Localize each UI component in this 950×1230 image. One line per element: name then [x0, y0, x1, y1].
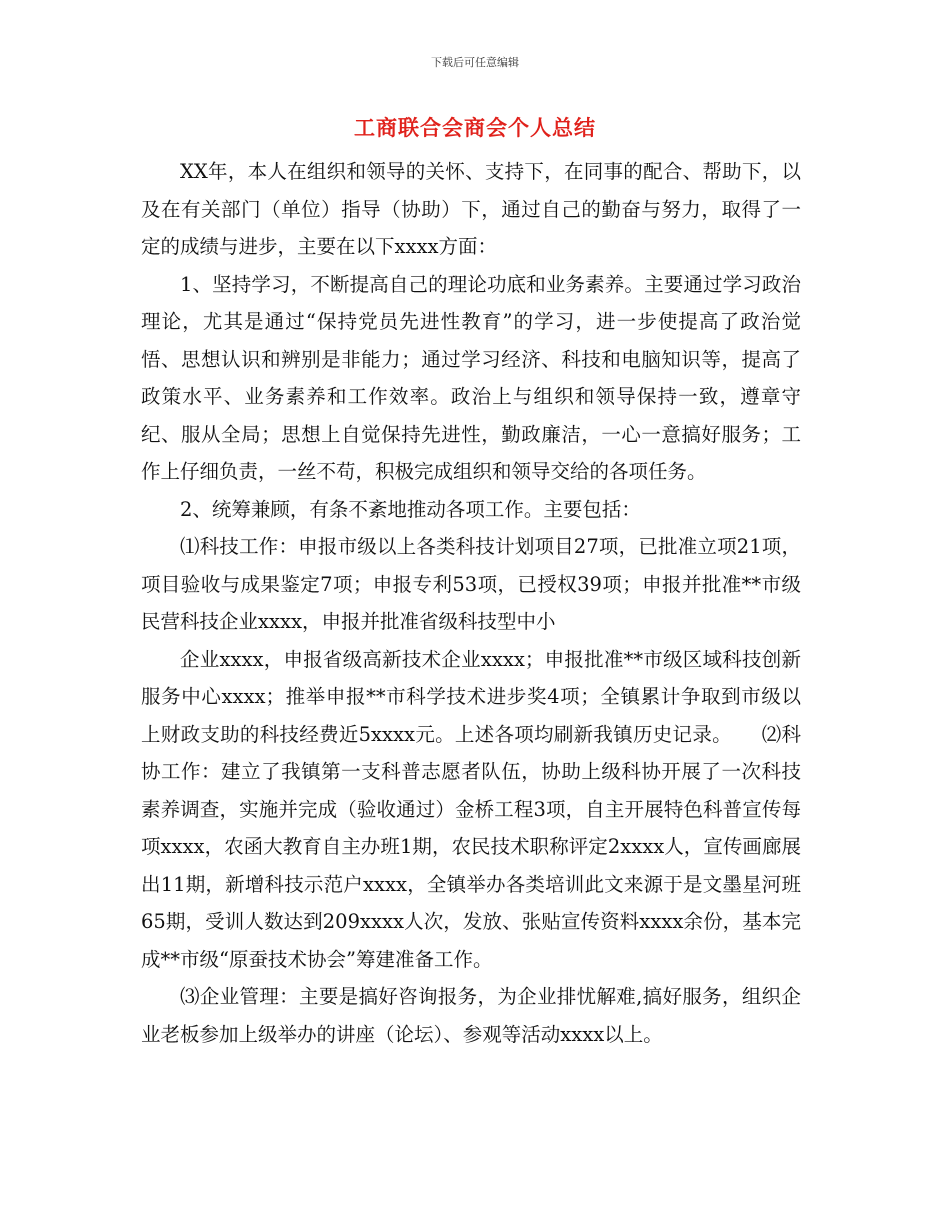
paragraph-coordination: 2、统筹兼顾，有条不紊地推动各项工作。主要包括： — [180, 497, 641, 521]
paragraph-enterprise-management: ⑶企业管理：主要是搞好咨询报务，为企业排忧解难,搞好服务，组织企业老板参加上级举办的讲座（论坛）、参观等活动xxxx以上。 — [141, 985, 801, 1046]
paragraph-intro: XX年，本人在组织和领导的关怀、支持下，在同事的配合、帮助下，以及在有关部门（单位）指导（协助）下，通过自己的勤奋与努力，取得了一定的成绩与进步，主要在以下xxxx方面： — [141, 160, 801, 258]
header-note: 下载后可任意编辑 — [431, 56, 519, 69]
paragraph-tech-continued: 企业xxxx，申报省级高新技术企业xxxx；申报批准**市级区域科技创新服务中心xxxx；推举申报**市科学技术进步奖4项；全镇累计争取到市级以上财政支助的科技经费近5xxxx元。上述各项均刷新我镇历史记录。 ⑵科协工作：建立了我镇第一支科普志愿者队伍，协助上级科协开展了一次科技素养调查，实施并完成（验收通过）金桥工程3项，自主开展特色科普宣传每项xxxx，农函大教育自主办班1期，农民技术职称评定2xxxx人，宣传画廊展出11期，新增科技示范户xxxx，全镇举办各类培训此文来源于是文墨星河班65期，受训人数达到209xxxx人次，发放、张贴宣传资料xxxx余份，基本完成**市级“原蚕技术协会”筹建准备工作。 — [141, 647, 801, 971]
paragraph-tech-work: ⑴科技工作：申报市级以上各类科技计划项目27项，已批准立项21项，项目验收与成果鉴定7项；申报专利53项，已授权39项；申报并批准**市级民营科技企业xxxx，申报并批准省级科技型中小 — [141, 535, 801, 633]
document-title: 工商联合会商会个人总结 — [354, 115, 596, 140]
paragraph-study: 1、坚持学习，不断提高自己的理论功底和业务素养。主要通过学习政治理论，尤其是通过“保持党员先进性教育”的学习，进一步使提高了政治觉悟、思想认识和辨别是非能力；通过学习经济、科技和电脑知识等，提高了政策水平、业务素养和工作效率。政治上与组织和领导保持一致，遵章守纪、服从全局；思想上自觉保持先进性，勤政廉洁，一心一意搞好服务；工作上仔细负责，一丝不苟，积极完成组织和领导交给的各项任务。 — [141, 272, 801, 483]
document-body — [141, 153, 801, 1053]
